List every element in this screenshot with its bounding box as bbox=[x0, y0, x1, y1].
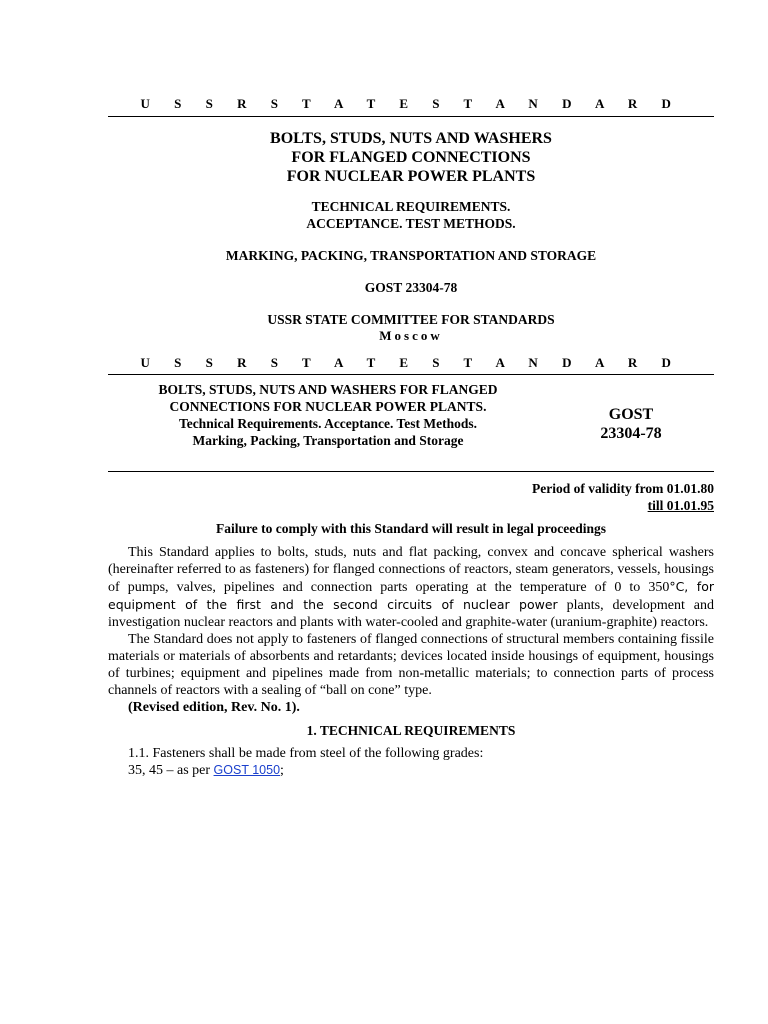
second-standard-header: U S S R S T A T E S T A N D A R D bbox=[140, 355, 682, 370]
grade-line: 35, 45 – as per GOST 1050; bbox=[128, 763, 284, 778]
city: Moscow bbox=[379, 328, 443, 343]
body-text bbox=[108, 544, 714, 716]
title-block-gost: GOST 23304-78 bbox=[600, 406, 662, 442]
cover-subtitle: TECHNICAL REQUIREMENTS. ACCEPTANCE. TEST METHODS. bbox=[306, 199, 516, 231]
legal-warning: Failure to comply with this Standard will result in legal proceedings bbox=[215, 521, 607, 536]
title-block-rule bbox=[108, 471, 714, 472]
section-heading: 1. TECHNICAL REQUIREMENTS bbox=[306, 723, 516, 738]
paragraph-scope: This Standard applies to bolts, studs, nuts and flat packing, convex and concave spherical washers (hereinafter referred to as fasteners) for flanged connections of reactors, steam generators, vessels, housings of pumps, valves, pipelines and connection parts operating at the temperature of 0 to 350°C, for equipment of the first and the second circuits of nuclear power plants, development and investigation nuclear reactors and plants with water-cooled and graphite-water (uranium-graphite) reactors. bbox=[108, 545, 715, 630]
validity-period: Period of validity from 01.01.80 till 01.01.95 bbox=[532, 481, 714, 513]
gost-1050-link[interactable]: GOST 1050 bbox=[213, 763, 281, 777]
item-1-1: 1.1. Fasteners shall be made from steel of the following grades: bbox=[128, 746, 484, 761]
header-rule bbox=[108, 116, 714, 117]
title-block-text: BOLTS, STUDS, NUTS AND WASHERS FOR FLANGED CONNECTIONS FOR NUCLEAR POWER PLANTS. Technical Requirements. Acceptance. Test Methods. Marking, Packing, Transportation and Storage bbox=[158, 382, 498, 448]
committee: USSR STATE COMMITTEE FOR STANDARDS bbox=[267, 312, 555, 327]
section-body bbox=[128, 745, 714, 779]
gost-code: GOST 23304-78 bbox=[364, 280, 458, 295]
marking-line: MARKING, PACKING, TRANSPORTATION AND STORAGE bbox=[225, 248, 597, 263]
second-header-rule bbox=[108, 374, 714, 375]
standard-header: U S S R S T A T E S T A N D A R D bbox=[140, 96, 682, 111]
document-page bbox=[108, 96, 714, 779]
title-block bbox=[108, 381, 714, 449]
paragraph-exclusions: The Standard does not apply to fasteners of flanged connections of structural members containing fissile materials or materials of absorbents and retardants; devices located inside housings of equipment, housings of turbines; equipment and pipelines made from non-metallic materials; to connection parts of process channels of reactors with a sealing of “ball on cone” type. bbox=[108, 632, 714, 698]
cover-title: BOLTS, STUDS, NUTS AND WASHERS FOR FLANGED CONNECTIONS FOR NUCLEAR POWER PLANTS bbox=[270, 130, 552, 185]
revised-edition: (Revised edition, Rev. No. 1). bbox=[128, 700, 300, 715]
